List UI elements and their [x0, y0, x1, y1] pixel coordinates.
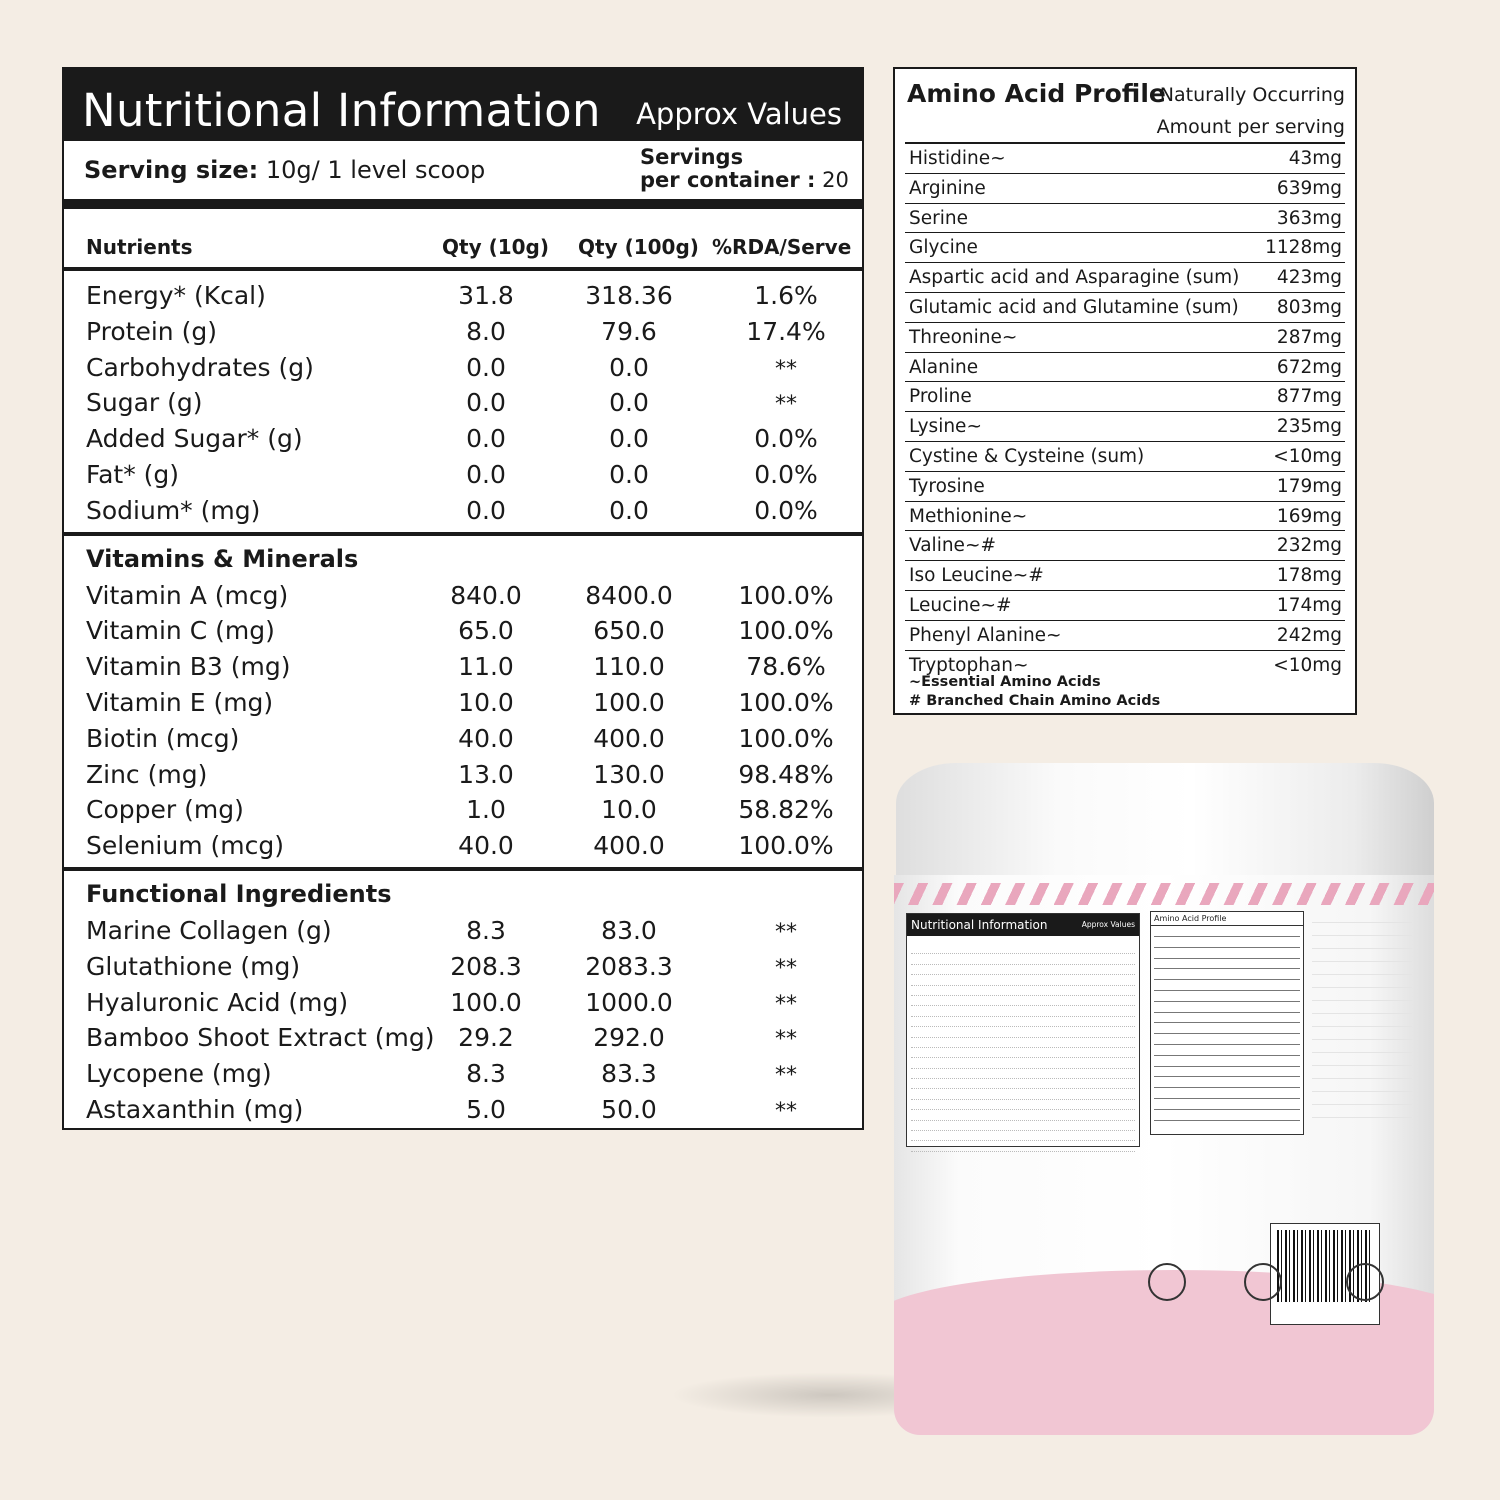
nutrient-row	[64, 456, 862, 492]
nutrient-qty-10g: 0.0	[466, 459, 506, 489]
functional-row	[64, 984, 862, 1020]
functional-qty-100g: 83.0	[601, 915, 657, 945]
vitamin-qty-10g: 10.0	[458, 687, 514, 717]
nutrient-qty-10g: 0.0	[466, 388, 506, 418]
nutrient-rda: **	[775, 356, 797, 382]
amino-row	[905, 144, 1345, 174]
functional-qty-10g: 8.3	[466, 1059, 506, 1089]
amino-acid-panel	[893, 67, 1357, 715]
nutrient-row	[64, 277, 862, 313]
nutrient-row	[64, 313, 862, 349]
functional-rda: **	[775, 919, 797, 945]
nutrient-name: Carbohydrates (g)	[86, 352, 314, 382]
functional-rda: **	[775, 1098, 797, 1124]
jar-mini-sub: Approx Values	[1081, 920, 1135, 929]
nutrient-qty-100g: 0.0	[609, 388, 649, 418]
functional-qty-100g: 2083.3	[585, 951, 673, 981]
amino-name: Phenyl Alanine~	[909, 624, 1062, 646]
nutrition-title: Nutritional Information	[82, 84, 601, 137]
jar-mini-nutrition-label	[906, 913, 1140, 1147]
vitamin-row	[64, 827, 862, 863]
amino-row	[905, 442, 1345, 472]
vitamin-rda: 100.0%	[738, 580, 834, 610]
vitamin-qty-100g: 10.0	[601, 795, 657, 825]
complete-amino-profile-icon	[1244, 1263, 1282, 1301]
vitamin-name: Zinc (mg)	[86, 759, 208, 789]
amino-value: 174mg	[1276, 594, 1342, 616]
amino-name: Cystine & Cysteine (sum)	[909, 445, 1145, 467]
nutrient-name: Protein (g)	[86, 316, 217, 346]
vitamin-rda: 100.0%	[738, 616, 834, 646]
amino-amount-per-serving: Amount per serving	[1156, 116, 1345, 138]
vitamin-rda: 58.82%	[738, 795, 834, 825]
vitamin-qty-10g: 13.0	[458, 759, 514, 789]
nutrient-name: Fat* (g)	[86, 459, 180, 489]
jar-mini-amino-label	[1150, 911, 1304, 1135]
nutrient-row	[64, 349, 862, 385]
serving-size	[84, 156, 485, 184]
functional-title: Functional Ingredients	[86, 879, 392, 908]
amino-naturally-occurring: Naturally Occurring	[1159, 84, 1345, 106]
amino-name: Proline	[909, 386, 972, 408]
functional-section	[64, 871, 862, 1131]
functional-row	[64, 948, 862, 984]
vitamin-name: Vitamin C (mg)	[86, 616, 275, 646]
nutrient-name: Sodium* (mg)	[86, 495, 261, 525]
functional-qty-10g: 5.0	[466, 1094, 506, 1124]
nutrition-panel	[62, 67, 864, 1130]
functional-row	[64, 912, 862, 948]
amino-value: 242mg	[1276, 624, 1342, 646]
amino-footnote-essential: ~Essential Amino Acids	[909, 674, 1101, 690]
vitamin-qty-100g: 8400.0	[585, 580, 673, 610]
functional-name: Marine Collagen (g)	[86, 915, 332, 945]
amino-name: Iso Leucine~#	[909, 565, 1044, 587]
nutrient-rda: 0.0%	[754, 459, 818, 489]
amino-value: 178mg	[1276, 565, 1342, 587]
jar-lid	[896, 763, 1434, 888]
nutrition-header	[64, 69, 862, 141]
vitamin-row	[64, 720, 862, 756]
amino-value: 672mg	[1276, 356, 1342, 378]
amino-name: Serine	[909, 207, 968, 229]
functional-rda: **	[775, 1063, 797, 1089]
jar-badges	[1118, 1263, 1418, 1308]
amino-row	[905, 382, 1345, 412]
functional-qty-10g: 8.3	[466, 915, 506, 945]
jar-info-text-block	[1312, 913, 1412, 1153]
vitamin-qty-10g: 40.0	[458, 723, 514, 753]
amino-row	[905, 323, 1345, 353]
functional-rda: **	[775, 991, 797, 1017]
vitamin-qty-100g: 100.0	[593, 687, 665, 717]
amino-row	[905, 531, 1345, 561]
nutrient-rda: 17.4%	[746, 316, 826, 346]
vitamin-name: Selenium (mcg)	[86, 831, 284, 861]
functional-qty-100g: 50.0	[601, 1094, 657, 1124]
amino-name: Alanine	[909, 356, 979, 378]
vitamin-row	[64, 648, 862, 684]
jar-mini-nutrition-header	[907, 914, 1139, 936]
amino-name: Histidine~	[909, 148, 1006, 169]
vitamin-row	[64, 612, 862, 648]
amino-name: Methionine~	[909, 505, 1028, 527]
serving-info	[64, 141, 862, 209]
vitamin-qty-100g: 110.0	[593, 652, 665, 682]
functional-name: Lycopene (mg)	[86, 1059, 272, 1089]
col-nutrients: Nutrients	[86, 235, 193, 259]
nutrient-qty-100g: 0.0	[609, 424, 649, 454]
nutrient-qty-10g: 0.0	[466, 495, 506, 525]
amino-list	[905, 142, 1345, 679]
vitamin-rda: 100.0%	[738, 687, 834, 717]
servings-label-1: Servings	[640, 145, 744, 169]
serving-size-value: 10g/ 1 level scoop	[265, 156, 486, 184]
column-headers	[64, 209, 862, 271]
functional-name: Glutathione (mg)	[86, 951, 301, 981]
amino-row	[905, 472, 1345, 502]
servings-value: 20	[822, 168, 849, 192]
amino-value: 43mg	[1288, 148, 1342, 169]
amino-row	[905, 263, 1345, 293]
amino-value: 877mg	[1276, 386, 1342, 408]
vitamin-rda: 98.48%	[738, 759, 834, 789]
functional-name: Bamboo Shoot Extract (mg)	[86, 1023, 435, 1053]
vitamin-rda: 78.6%	[746, 652, 826, 682]
amino-value: 235mg	[1276, 416, 1342, 438]
product-jar-image	[878, 763, 1438, 1463]
amino-title: Amino Acid Profile	[907, 79, 1166, 108]
amino-name: Valine~#	[909, 535, 996, 557]
nutrient-rda: **	[775, 392, 797, 418]
amino-row	[905, 412, 1345, 442]
amino-value: 1128mg	[1265, 237, 1342, 259]
vitamin-qty-10g: 11.0	[458, 652, 514, 682]
nutrient-qty-100g: 0.0	[609, 495, 649, 525]
vitamin-rda: 100.0%	[738, 723, 834, 753]
amino-row	[905, 293, 1345, 323]
functional-qty-100g: 83.3	[601, 1059, 657, 1089]
nutrient-qty-10g: 31.8	[458, 281, 514, 310]
functional-qty-10g: 29.2	[458, 1023, 514, 1053]
amino-name: Arginine	[909, 177, 986, 199]
amino-row	[905, 233, 1345, 263]
servings-label-2: per container :	[640, 168, 816, 192]
vitamin-qty-10g: 1.0	[466, 795, 506, 825]
functional-name: Hyaluronic Acid (mg)	[86, 987, 349, 1017]
nutrient-name: Energy* (Kcal)	[86, 281, 266, 310]
nutrients-section	[64, 271, 862, 536]
vitamin-qty-100g: 650.0	[593, 616, 665, 646]
serving-size-label: Serving size:	[84, 156, 259, 184]
vitamins-rows	[64, 577, 862, 863]
vitamin-name: Vitamin E (mg)	[86, 687, 274, 717]
amino-value: 169mg	[1276, 505, 1342, 527]
nutrient-qty-10g: 8.0	[466, 316, 506, 346]
high-absorption-icon	[1148, 1263, 1186, 1301]
functional-name: Astaxanthin (mg)	[86, 1094, 304, 1124]
jar-mini-amino-title: Amino Acid Profile	[1151, 912, 1303, 926]
amino-value: <10mg	[1273, 654, 1342, 676]
amino-row	[905, 174, 1345, 204]
amino-row	[905, 502, 1345, 532]
functional-qty-100g: 1000.0	[585, 987, 673, 1017]
vitamin-qty-100g: 130.0	[593, 759, 665, 789]
vitamin-qty-10g: 65.0	[458, 616, 514, 646]
amino-name: Leucine~#	[909, 594, 1012, 616]
vitamin-qty-100g: 400.0	[593, 831, 665, 861]
nutrient-qty-100g: 79.6	[601, 316, 657, 346]
vitamin-row	[64, 756, 862, 792]
nutrient-qty-10g: 0.0	[466, 352, 506, 382]
vitamins-title: Vitamins & Minerals	[86, 544, 359, 573]
functional-rda: **	[775, 1027, 797, 1053]
jar-mini-lines	[911, 944, 1135, 1152]
functional-row	[64, 1055, 862, 1091]
nutrient-qty-100g: 318.36	[585, 281, 673, 310]
amino-name: Aspartic acid and Asparagine (sum)	[909, 267, 1240, 289]
vitamin-row	[64, 684, 862, 720]
amino-value: <10mg	[1273, 445, 1342, 467]
nutrient-qty-10g: 0.0	[466, 424, 506, 454]
nutrient-row	[64, 420, 862, 456]
nutrient-name: Sugar (g)	[86, 388, 203, 418]
amino-footnotes	[909, 673, 1160, 711]
nutrient-rda: 0.0%	[754, 495, 818, 525]
functional-rows	[64, 912, 862, 1127]
nutrient-rda: 0.0%	[754, 424, 818, 454]
vitamin-qty-10g: 840.0	[450, 580, 522, 610]
nutrient-row	[64, 384, 862, 420]
amino-name: Glycine	[909, 237, 978, 259]
amino-value: 287mg	[1276, 326, 1342, 348]
functional-qty-10g: 100.0	[450, 987, 522, 1017]
amino-value: 639mg	[1276, 177, 1342, 199]
vitamin-row	[64, 791, 862, 827]
functional-row	[64, 1091, 862, 1127]
nutrient-rda: 1.6%	[754, 281, 818, 310]
vitamin-name: Copper (mg)	[86, 795, 244, 825]
vitamins-section	[64, 536, 862, 871]
amino-name: Threonine~	[909, 326, 1018, 348]
amino-row	[905, 591, 1345, 621]
vitamin-rda: 100.0%	[738, 831, 834, 861]
nutrient-qty-100g: 0.0	[609, 459, 649, 489]
amino-value: 179mg	[1276, 475, 1342, 497]
functional-rda: **	[775, 955, 797, 981]
amino-row	[905, 353, 1345, 383]
amino-row	[905, 561, 1345, 591]
nutrition-subtitle: Approx Values	[636, 97, 842, 131]
nutrients-rows	[64, 277, 862, 528]
servings-per-container	[640, 146, 849, 192]
jar-stripes	[894, 883, 1434, 905]
functional-qty-100g: 292.0	[593, 1023, 665, 1053]
vitamin-row	[64, 577, 862, 613]
amino-footnote-bcaa: # Branched Chain Amino Acids	[909, 693, 1161, 709]
vitamin-name: Biotin (mcg)	[86, 723, 240, 753]
vitamin-qty-100g: 400.0	[593, 723, 665, 753]
amino-value: 803mg	[1276, 296, 1342, 318]
amino-name: Tryptophan~	[909, 654, 1029, 676]
nutrient-qty-100g: 0.0	[609, 352, 649, 382]
vitamin-qty-10g: 40.0	[458, 831, 514, 861]
jar-mini-title: Nutritional Information	[911, 918, 1048, 932]
jar-mini-amino-lines	[1151, 926, 1303, 1120]
col-rda: %RDA/Serve	[712, 235, 852, 259]
nutrient-name: Added Sugar* (g)	[86, 424, 303, 454]
amino-name: Tyrosine	[909, 475, 985, 497]
nutrient-row	[64, 492, 862, 528]
vitamin-name: Vitamin B3 (mg)	[86, 652, 291, 682]
col-qty-100g: Qty (100g)	[578, 235, 699, 259]
amino-value: 232mg	[1276, 535, 1342, 557]
amino-row	[905, 204, 1345, 234]
amino-value: 423mg	[1276, 267, 1342, 289]
amino-row	[905, 621, 1345, 651]
col-qty-10g: Qty (10g)	[442, 235, 549, 259]
amino-name: Lysine~	[909, 416, 982, 438]
functional-row	[64, 1019, 862, 1055]
amino-name: Glutamic acid and Glutamine (sum)	[909, 296, 1239, 318]
functional-qty-10g: 208.3	[450, 951, 522, 981]
third-party-tested-icon	[1346, 1263, 1384, 1301]
amino-value: 363mg	[1276, 207, 1342, 229]
vitamin-name: Vitamin A (mcg)	[86, 580, 289, 610]
